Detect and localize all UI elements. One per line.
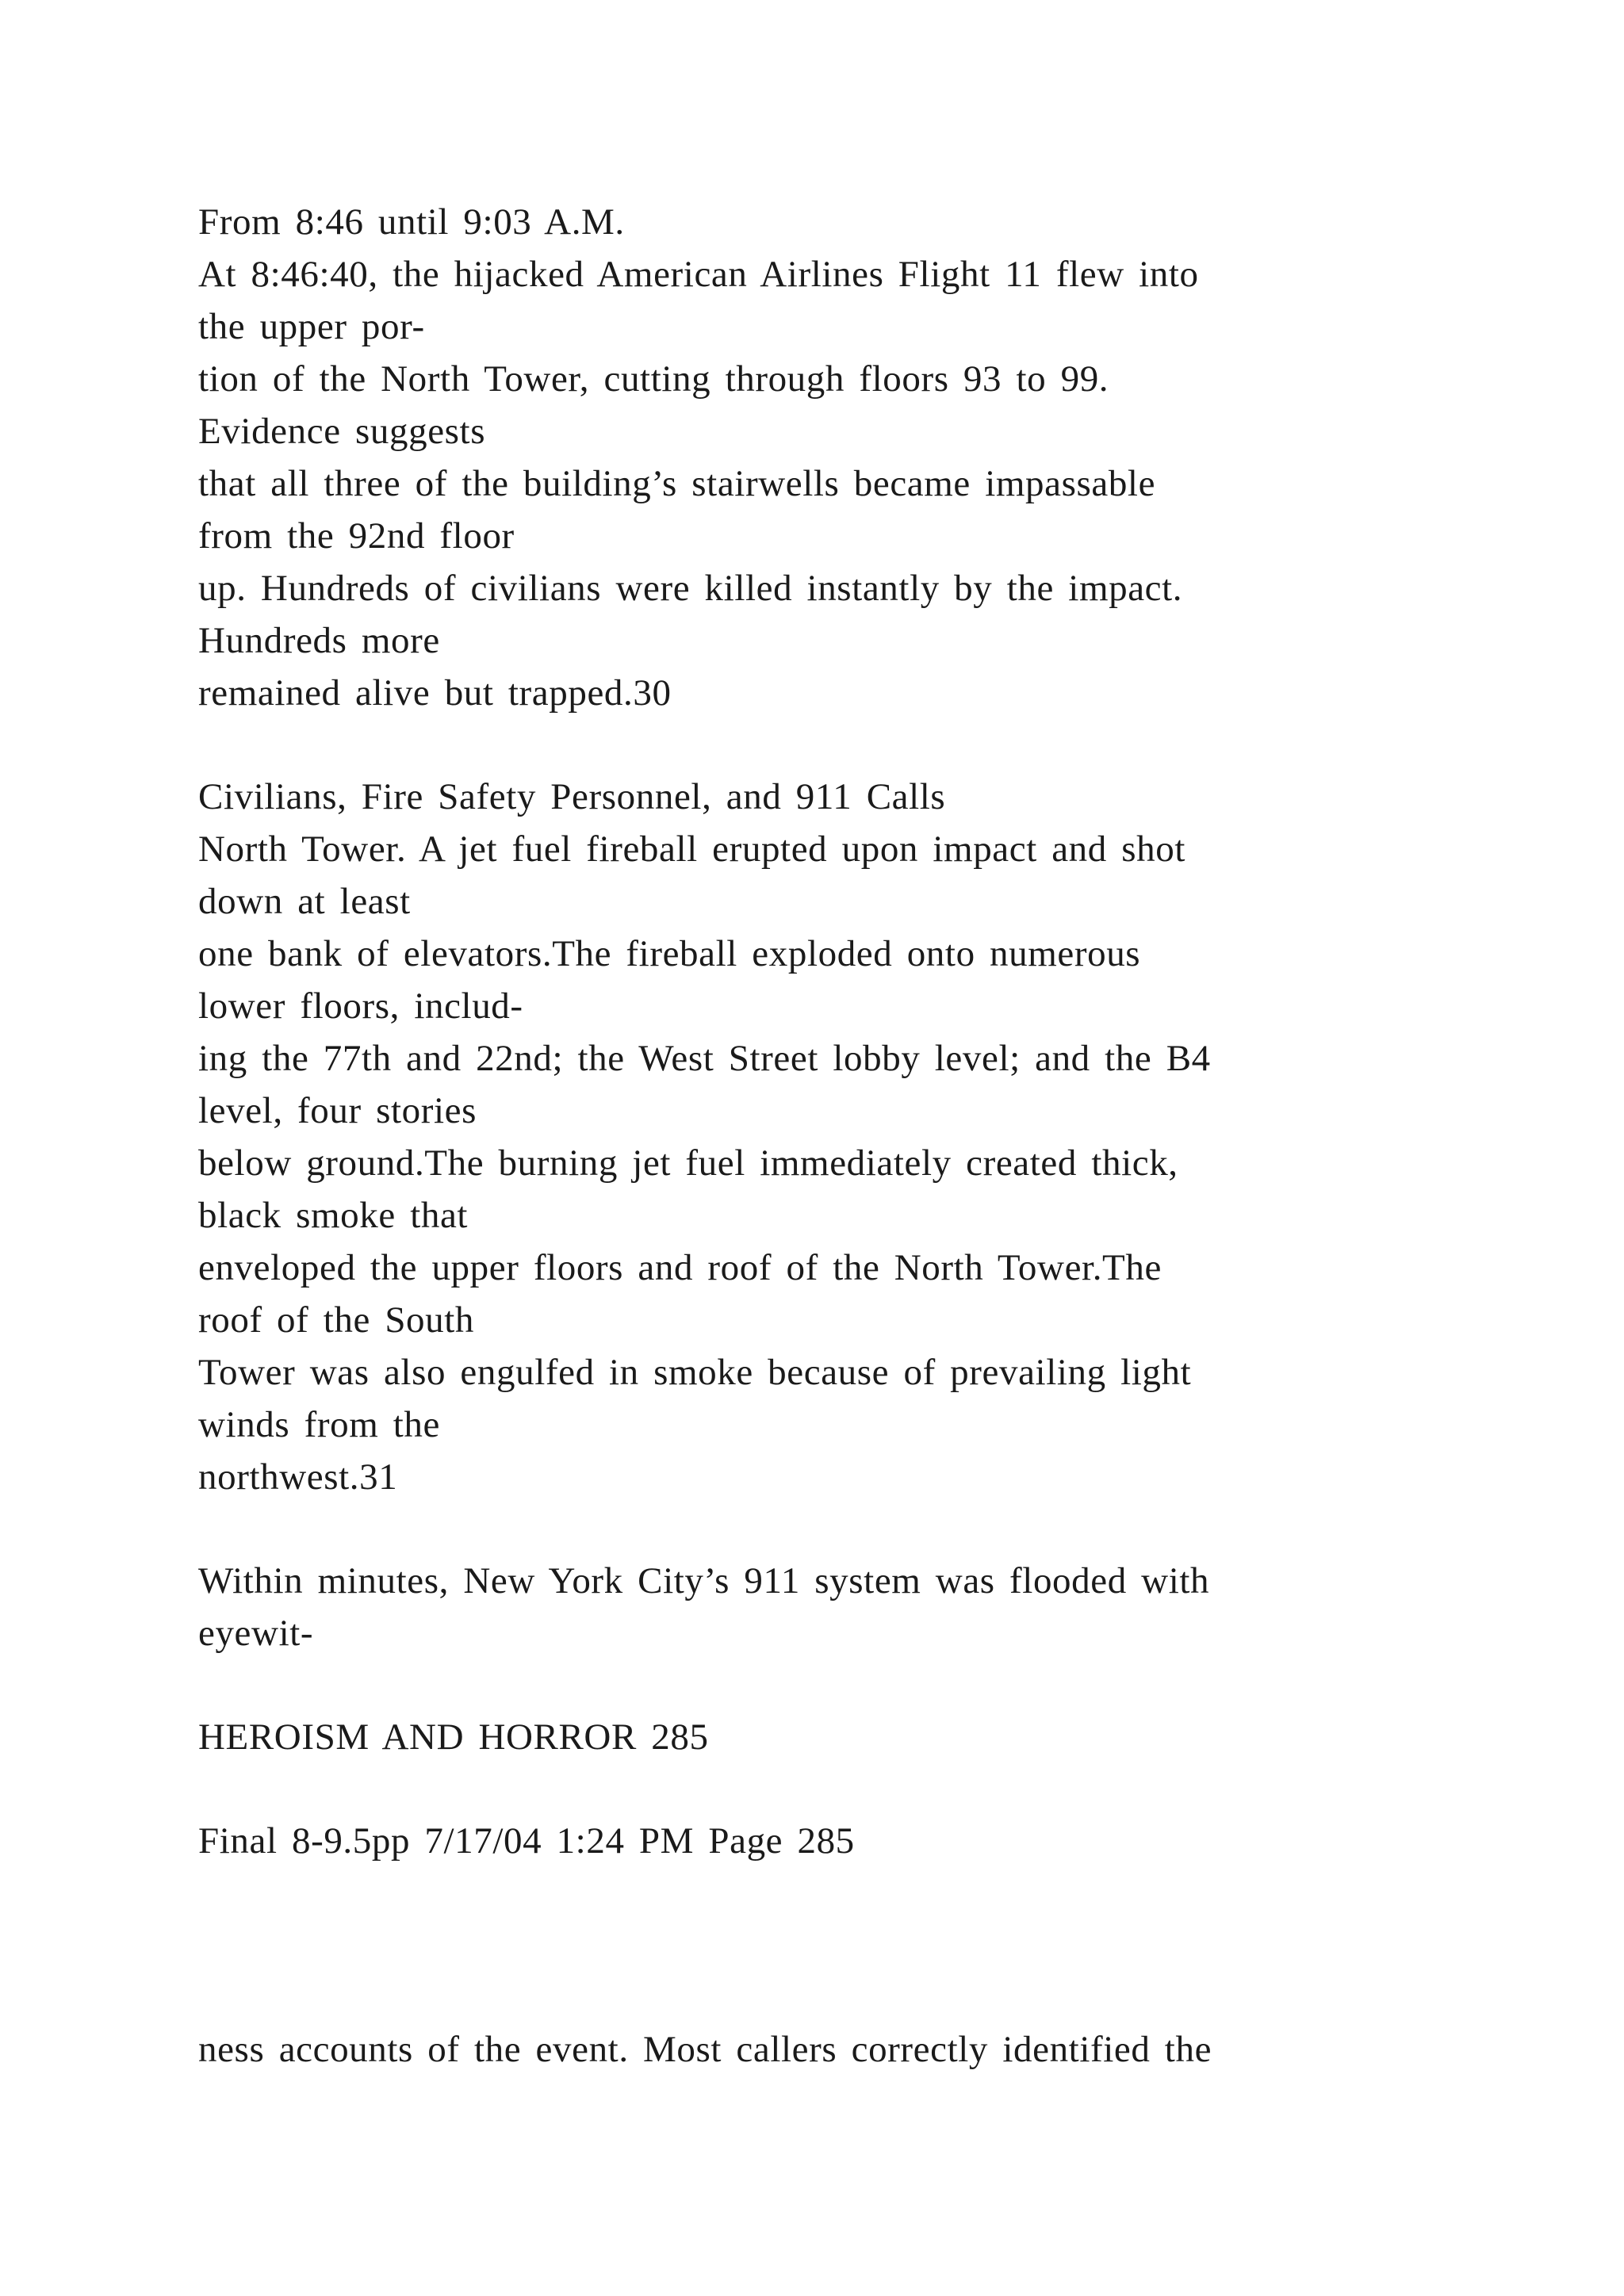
text-line: ing the 77th and 22nd; the West Street lobby level; and the B4 (198, 1038, 1211, 1079)
text-line: At 8:46:40, the hijacked American Airlines Flight 11 flew into (198, 254, 1199, 295)
text-line: remained alive but trapped.30 (198, 672, 672, 714)
text-line: Evidence suggests (198, 411, 486, 452)
text-line: eyewit- (198, 1613, 314, 1654)
text-line: North Tower. A jet fuel fireball erupted upon impact and shot (198, 828, 1185, 870)
section-heading-timeline: From 8:46 until 9:03 A.M. (198, 201, 625, 243)
text-line: tion of the North Tower, cutting through floors 93 to 99. (198, 358, 1109, 400)
text-line: down at least (198, 881, 411, 922)
section-heading-civilians: Civilians, Fire Safety Personnel, and 911 Calls (198, 776, 946, 817)
print-slug: Final 8-9.5pp 7/17/04 1:24 PM Page 285 (198, 1820, 855, 1862)
text-line: enveloped the upper floors and roof of the North Tower.The (198, 1247, 1162, 1288)
text-line: up. Hundreds of civilians were killed instantly by the impact. (198, 568, 1183, 609)
text-line: lower floors, includ- (198, 985, 523, 1027)
continuation-line: ness accounts of the event. Most callers correctly identified the (198, 2029, 1212, 2070)
text-line: northwest.31 (198, 1456, 398, 1498)
text-line: roof of the South (198, 1299, 475, 1341)
text-line: that all three of the building’s stairwells became impassable (198, 463, 1156, 504)
text-line: black smoke that (198, 1195, 469, 1236)
running-footer: HEROISM AND HORROR 285 (198, 1716, 709, 1758)
text-line: below ground.The burning jet fuel immediately created thick, (198, 1142, 1178, 1184)
text-line: Hundreds more (198, 620, 440, 661)
text-line: the upper por- (198, 306, 425, 347)
text-line: Tower was also engulfed in smoke because of prevailing light (198, 1352, 1192, 1393)
text-line: level, four stories (198, 1090, 477, 1131)
text-line: from the 92nd floor (198, 515, 515, 557)
text-line: winds from the (198, 1404, 440, 1445)
text-line: Within minutes, New York City’s 911 system was flooded with (198, 1560, 1210, 1601)
text-line: one bank of elevators.The fireball exploded onto numerous (198, 933, 1141, 974)
